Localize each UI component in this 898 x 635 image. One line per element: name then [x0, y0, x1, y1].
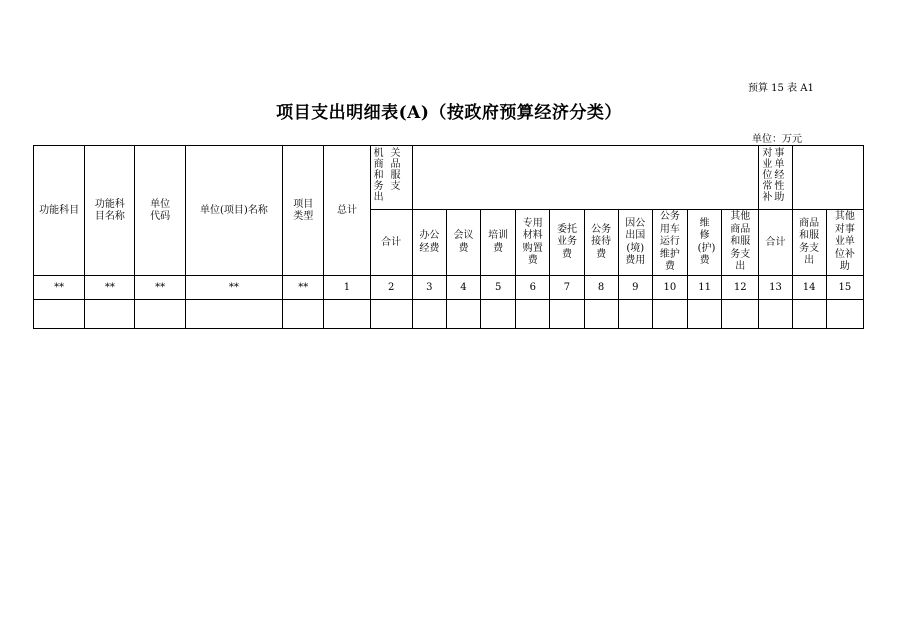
- data-cell: [618, 300, 652, 329]
- data-cell: [826, 300, 863, 329]
- col-header-label: 单位(项目)名称: [200, 204, 268, 216]
- sub-header-special-materials: [516, 210, 550, 276]
- index-cell: 15: [826, 276, 863, 300]
- group-header-spacer: [792, 146, 863, 210]
- col-header-label: 功能科目: [39, 204, 80, 216]
- index-cell: 7: [550, 276, 584, 300]
- index-cell: 1: [324, 276, 370, 300]
- index-cell: 8: [584, 276, 618, 300]
- col-header-total: [324, 146, 370, 276]
- sub-header-label: 其他商品和服务支出: [730, 211, 751, 273]
- data-cell: [584, 300, 618, 329]
- data-cell: [550, 300, 584, 329]
- page-title: 项目支出明细表(A)（按政府预算经济分类）: [276, 103, 622, 123]
- data-cell: [792, 300, 826, 329]
- group-header-label: 对事业单位经常性补助: [762, 148, 787, 203]
- sub-header-label: 会议费: [453, 230, 474, 254]
- data-row-empty: [34, 300, 864, 329]
- unit-label: 单位：万元: [752, 134, 802, 145]
- sub-header-official-reception: [584, 210, 618, 276]
- sub-header-label: 专用材料购置费: [522, 217, 543, 266]
- sub-header-label: 公务用车运行维护费: [659, 211, 680, 273]
- index-cell: **: [34, 276, 85, 300]
- sub-header-overseas-travel: [618, 210, 652, 276]
- sub-header-label: 因公出国(境)费用: [625, 217, 646, 266]
- data-cell: [324, 300, 370, 329]
- index-cell: 6: [516, 276, 550, 300]
- group-header-spacer: [412, 146, 759, 210]
- data-cell: [85, 300, 135, 329]
- sub-header-label: 维修(护)费: [697, 217, 716, 266]
- data-cell: [185, 300, 282, 329]
- sub-header-meeting-expense: [446, 210, 480, 276]
- form-code: 预算 15 表 A1: [748, 83, 814, 94]
- sub-header-other-institution-subsidy: [826, 210, 863, 276]
- data-cell: [516, 300, 550, 329]
- index-cell: 14: [792, 276, 826, 300]
- col-header-label: 单位代码: [150, 198, 171, 222]
- data-cell: [135, 300, 185, 329]
- data-cell: [283, 300, 324, 329]
- data-cell: [446, 300, 480, 329]
- col-header-unit-project-name: [185, 146, 282, 276]
- group-header-institution-subsidy: [759, 146, 792, 210]
- data-cell: [34, 300, 85, 329]
- sub-header-label: 其他对事业单位补助: [834, 211, 855, 273]
- sub-header-g2-total: [759, 210, 792, 276]
- sub-header-label: 合计: [381, 236, 402, 248]
- index-cell: 2: [370, 276, 412, 300]
- col-header-label: 功能科目名称: [94, 198, 125, 222]
- sub-header-label: 商品和服务支出: [799, 217, 820, 266]
- index-cell: 11: [688, 276, 722, 300]
- data-cell: [688, 300, 722, 329]
- group-header-label: 机关商品和服务支出: [373, 148, 408, 203]
- data-cell: [412, 300, 446, 329]
- col-header-project-type: [283, 146, 324, 276]
- index-cell: 4: [446, 276, 480, 300]
- data-cell: [652, 300, 687, 329]
- group-header-commodity-services: [370, 146, 412, 210]
- col-header-function-subject: [34, 146, 85, 276]
- header-row-1: [34, 146, 864, 210]
- index-cell: 5: [481, 276, 516, 300]
- sub-header-vehicle-maintenance: [652, 210, 687, 276]
- data-cell: [722, 300, 759, 329]
- sub-header-label: 办公经费: [419, 230, 440, 254]
- sub-header-g1-total: [370, 210, 412, 276]
- col-header-label: 项目类型: [293, 198, 314, 222]
- sub-header-label: 委托业务费: [556, 223, 577, 260]
- index-row: [34, 276, 864, 300]
- index-cell: 12: [722, 276, 759, 300]
- index-cell: 13: [759, 276, 792, 300]
- index-cell: 9: [618, 276, 652, 300]
- sub-header-training-expense: [481, 210, 516, 276]
- col-header-unit-code: [135, 146, 185, 276]
- data-cell: [370, 300, 412, 329]
- index-cell: 3: [412, 276, 446, 300]
- sub-header-commodity-services-exp: [792, 210, 826, 276]
- sub-header-other-commodity: [722, 210, 759, 276]
- col-header-function-subject-name: [85, 146, 135, 276]
- sub-header-label: 合计: [765, 236, 786, 248]
- sub-header-commissioned-business: [550, 210, 584, 276]
- index-cell: **: [185, 276, 282, 300]
- index-cell: 10: [652, 276, 687, 300]
- sub-header-label: 培训费: [488, 230, 509, 254]
- data-cell: [759, 300, 792, 329]
- index-cell: **: [85, 276, 135, 300]
- col-header-label: 总计: [336, 204, 357, 216]
- index-cell: **: [135, 276, 185, 300]
- sub-header-repair-expense: [688, 210, 722, 276]
- index-cell: **: [283, 276, 324, 300]
- sub-header-office-expense: [412, 210, 446, 276]
- project-expenditure-table: [33, 145, 864, 329]
- sub-header-label: 公务接待费: [591, 223, 612, 260]
- data-cell: [481, 300, 516, 329]
